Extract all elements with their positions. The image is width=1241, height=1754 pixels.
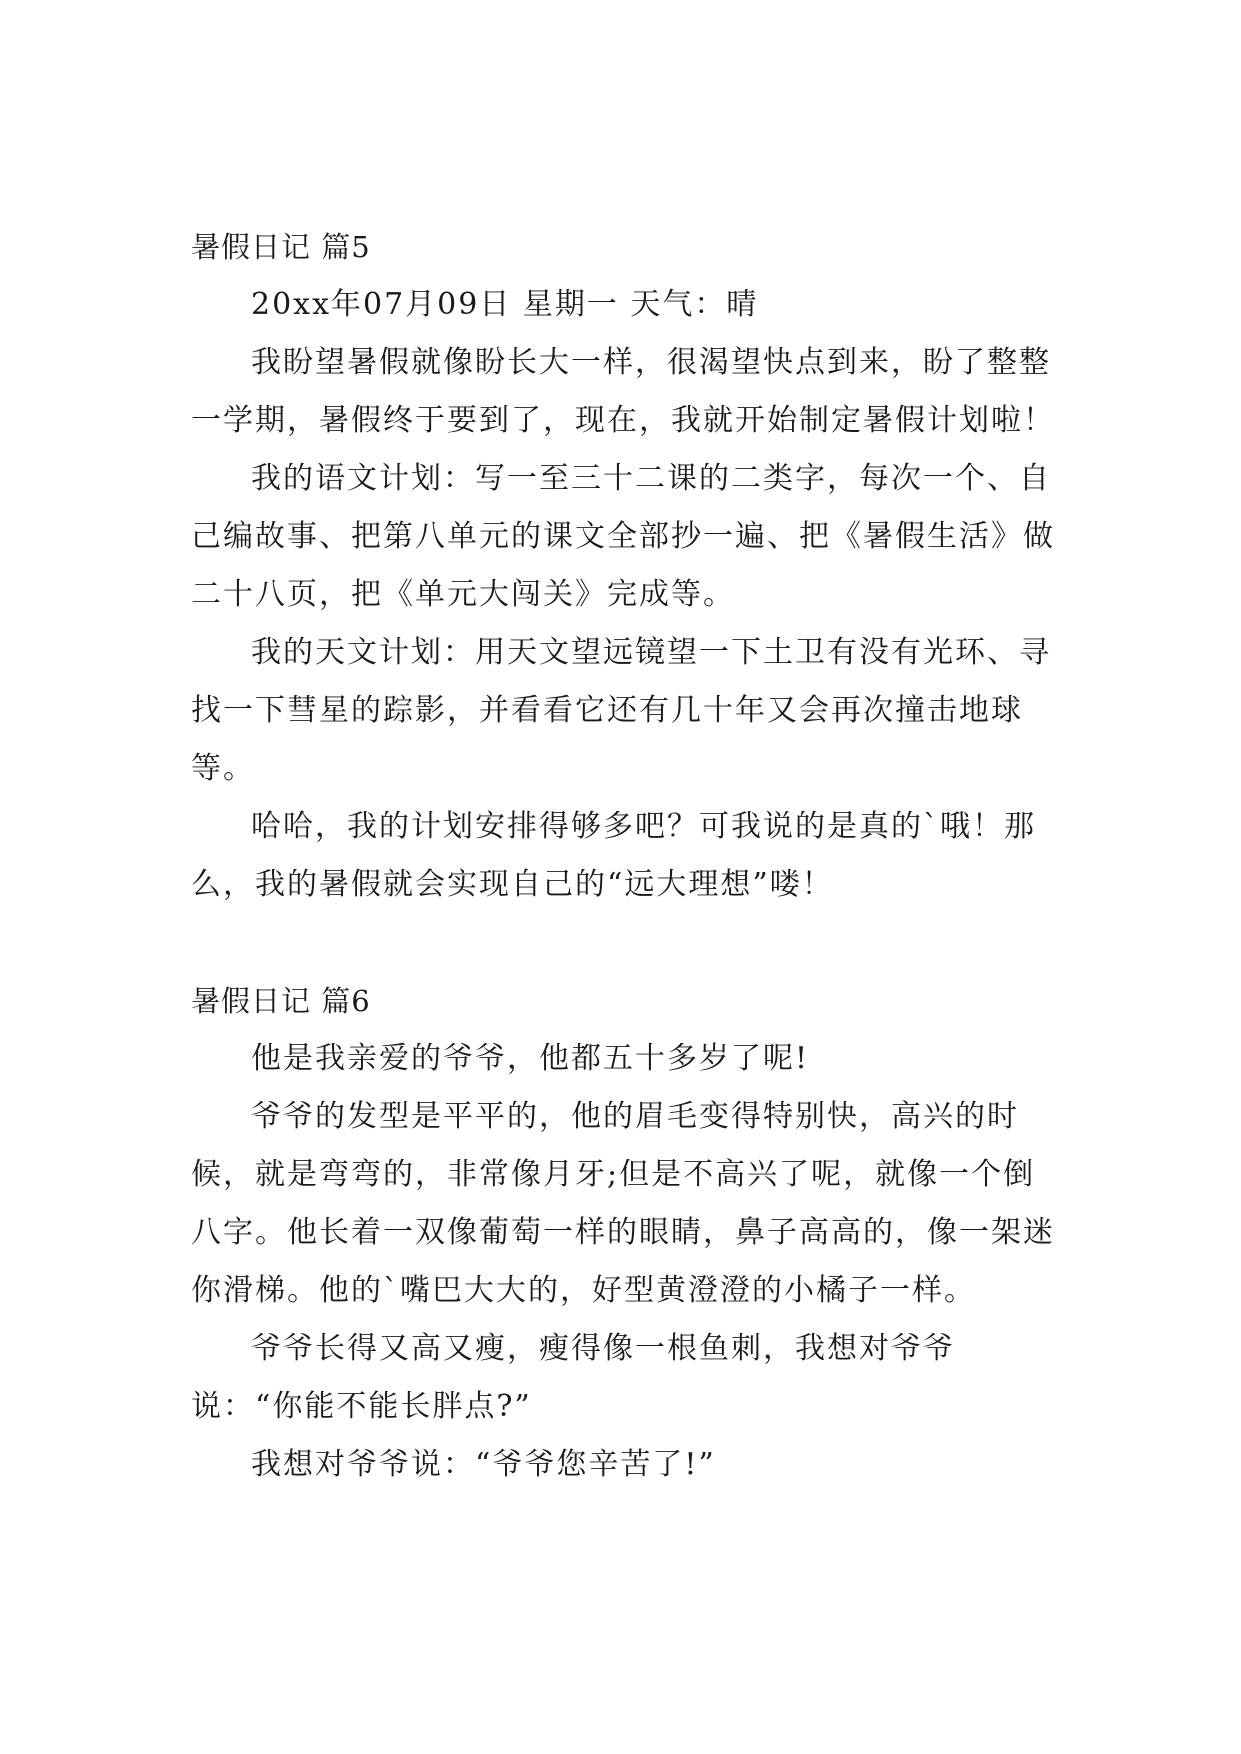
- document-body: [191, 218, 1061, 1494]
- entry-paragraph: 哈哈，我的计划安排得够多吧？可我说的是真的`哦！那么，我的暑假就会实现自己的“远大理想”喽！: [191, 809, 1036, 902]
- diary-entry-6: [191, 972, 1061, 1494]
- entry-date-line: 20xx年07月09日 星期一 天气：晴: [251, 287, 759, 322]
- entry-heading: 暑假日记 篇5: [191, 230, 371, 264]
- entry-paragraph: 我的天文计划：用天文望远镜望一下土卫有没有光环、寻找一下彗星的踪影，并看看它还有几十年又会再次撞击地球等。: [191, 635, 1051, 786]
- entry-paragraph: 他是我亲爱的爷爷，他都五十多岁了呢!: [251, 1041, 810, 1076]
- entry-paragraph: 我盼望暑假就像盼长大一样，很渴望快点到来，盼了整整一学期，暑假终于要到了，现在，我就开始制定暑假计划啦！: [191, 345, 1055, 438]
- entry-paragraph: 我想对爷爷说：“爷爷您辛苦了!”: [251, 1447, 716, 1482]
- diary-entry-5: [191, 218, 1061, 914]
- entry-paragraph: 我的语文计划：写一至三十二课的二类字，每次一个、自己编故事、把第八单元的课文全部抄一遍、把《暑假生活》做二十八页，把《单元大闯关》完成等。: [191, 461, 1055, 612]
- entry-paragraph: 爷爷长得又高又瘦，瘦得像一根鱼刺，我想对爷爷说：“你能不能长胖点?”: [191, 1331, 955, 1424]
- entry-heading: 暑假日记 篇6: [191, 984, 371, 1018]
- entry-paragraph: 爷爷的发型是平平的，他的眉毛变得特别快，高兴的时候，就是弯弯的，非常像月牙;但是不高兴了呢，就像一个倒八字。他长着一双像葡萄一样的眼睛，鼻子高高的，像一架迷你滑梯。他的`嘴巴大大的，好型黄澄澄的小橘子一样。: [191, 1099, 1055, 1308]
